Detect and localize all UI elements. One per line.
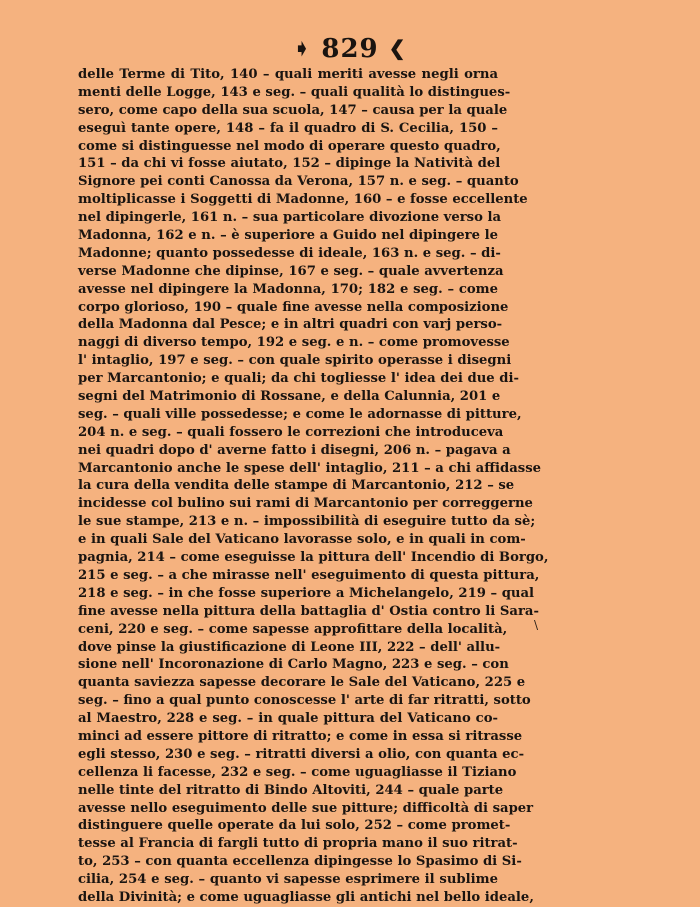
- text-line: quanta saviezza sapesse decorare le Sale del Vaticano, 225 e: [78, 675, 526, 691]
- page-number: 829: [321, 34, 379, 64]
- margin-mark: \: [534, 618, 539, 632]
- text-line: distinguere quelle operate da lui solo, 252 – come promet-: [78, 818, 511, 834]
- text-line: ceni, 220 e seg. – come sapesse approfittare della località,: [78, 621, 508, 637]
- text-line: naggi di diverso tempo, 192 e seg. e n. – come promovesse: [78, 335, 510, 351]
- text-line: 215 e seg. – a che mirasse nell' eseguimento di questa pittura,: [78, 567, 540, 583]
- page-header: [0, 34, 700, 64]
- text-line: tesse al Francia di fargli tutto di propria mano il suo ritrat-: [78, 836, 518, 852]
- text-line: delle Terme di Tito, 140 – quali meriti avesse negli orna: [78, 67, 498, 82]
- text-line: incidesse col bulino sui rami di Marcantonio per correggerne: [78, 496, 533, 512]
- text-line: minci ad essere pittore di ritratto; e come in essa si ritrasse: [78, 728, 523, 744]
- text-line: Madonna, 162 e n. – è superiore a Guido nel dipingere le: [78, 228, 498, 244]
- text-line: della Divinità; e come uguagliasse gli antichi nel bello ideale,: [78, 889, 534, 905]
- text-line: la cura della vendita delle stampe di Marcantonio, 212 – se: [78, 478, 515, 494]
- text-line: nelle tinte del ritratto di Bindo Altoviti, 244 – quale parte: [78, 782, 504, 798]
- text-line: sione nell' Incoronazione di Carlo Magno, 223 e seg. – con: [78, 657, 509, 673]
- text-line: per Marcantonio; e quali; da chi togliesse l' idea dei due di-: [78, 371, 519, 387]
- text-line: 151 – da chi vi fosse aiutato, 152 – dipinge la Natività del: [78, 156, 501, 172]
- text-line: seg. – quali ville possedesse; e come le adornasse di pitture,: [78, 406, 522, 422]
- text-line: le sue stampe, 213 e n. – impossibilità di eseguire tutto da sè;: [78, 514, 536, 530]
- text-line: sero, come capo della sua scuola, 147 – causa per la quale: [78, 102, 508, 118]
- text-line: Marcantonio anche le spese dell' intaglio, 211 – a chi affidasse: [78, 460, 542, 476]
- text-line: cilia, 254 e seg. – quanto vi sapesse esprimere il sublime: [78, 872, 498, 888]
- text-line: Signore pei conti Canossa da Verona, 157 n. e seg. – quanto: [78, 174, 519, 190]
- text-line: to, 253 – con quanta eccellenza dipingesse lo Spasimo di Si-: [78, 854, 522, 870]
- text-line: seg. – fino a qual punto conoscesse l' arte di far ritratti, sotto: [78, 693, 531, 709]
- text-line: Madonne; quanto possedesse di ideale, 163 n. e seg. – di-: [78, 245, 501, 261]
- text-line: nel dipingerle, 161 n. – sua particolare divozione verso la: [78, 210, 502, 226]
- text-line: segni del Matrimonio di Rossane, e della Calunnia, 201 e: [78, 389, 501, 405]
- text-line: corpo glorioso, 190 – quale fine avesse nella composizione: [78, 299, 509, 315]
- text-line: dove pinse la giustificazione di Leone III, 222 – dell' allu-: [78, 639, 501, 655]
- index-text-block: [78, 66, 549, 907]
- text-line: della Madonna dal Pesce; e in altri quadri con varj perso-: [78, 317, 503, 333]
- text-line: pagnia, 214 – come eseguisse la pittura dell' Incendio di Borgo,: [78, 550, 549, 566]
- text-line: nei quadri dopo d' averne fatto i disegni, 206 n. – pagava a: [78, 442, 511, 458]
- text-line: e in quali Sale del Vaticano lavorasse solo, e in quali in com-: [78, 532, 526, 548]
- text-line: cellenza li facesse, 232 e seg. – come uguagliasse il Tiziano: [78, 764, 517, 780]
- text-line: avesse nel dipingere la Madonna, 170; 182 e seg. – come: [78, 281, 498, 297]
- text-line: menti delle Logge, 143 e seg. – quali qualità lo distingues-: [78, 84, 511, 100]
- right-ornament: ❮: [388, 36, 407, 60]
- text-line: l' intaglio, 197 e seg. – con quale spirito operasse i disegni: [78, 353, 512, 369]
- text-line: verse Madonne che dipinse, 167 e seg. – quale avvertenza: [78, 263, 504, 279]
- text-line: eseguì tante opere, 148 – fa il quadro di S. Cecilia, 150 –: [78, 120, 498, 136]
- text-line: fine avesse nella pittura della battaglia d' Ostia contro li Sara-: [78, 603, 539, 619]
- text-line: avesse nello eseguimento delle sue pitture; difficoltà di saper: [78, 800, 534, 816]
- text-line: egli stesso, 230 e seg. – ritratti diversi a olio, con quanta ec-: [78, 746, 525, 762]
- text-line: moltiplicasse i Soggetti di Madonne, 160 – e fosse eccellente: [78, 192, 528, 208]
- text-line: al Maestro, 228 e seg. – in quale pittura del Vaticano co-: [78, 711, 498, 727]
- text-line: come si distinguesse nel modo di operare questo quadro,: [78, 138, 501, 154]
- text-line: 204 n. e seg. – quali fossero le correzioni che introduceva: [78, 424, 504, 440]
- left-ornament: ➧: [293, 36, 312, 60]
- text-line: 218 e seg. – in che fosse superiore a Michelangelo, 219 – qual: [78, 585, 535, 601]
